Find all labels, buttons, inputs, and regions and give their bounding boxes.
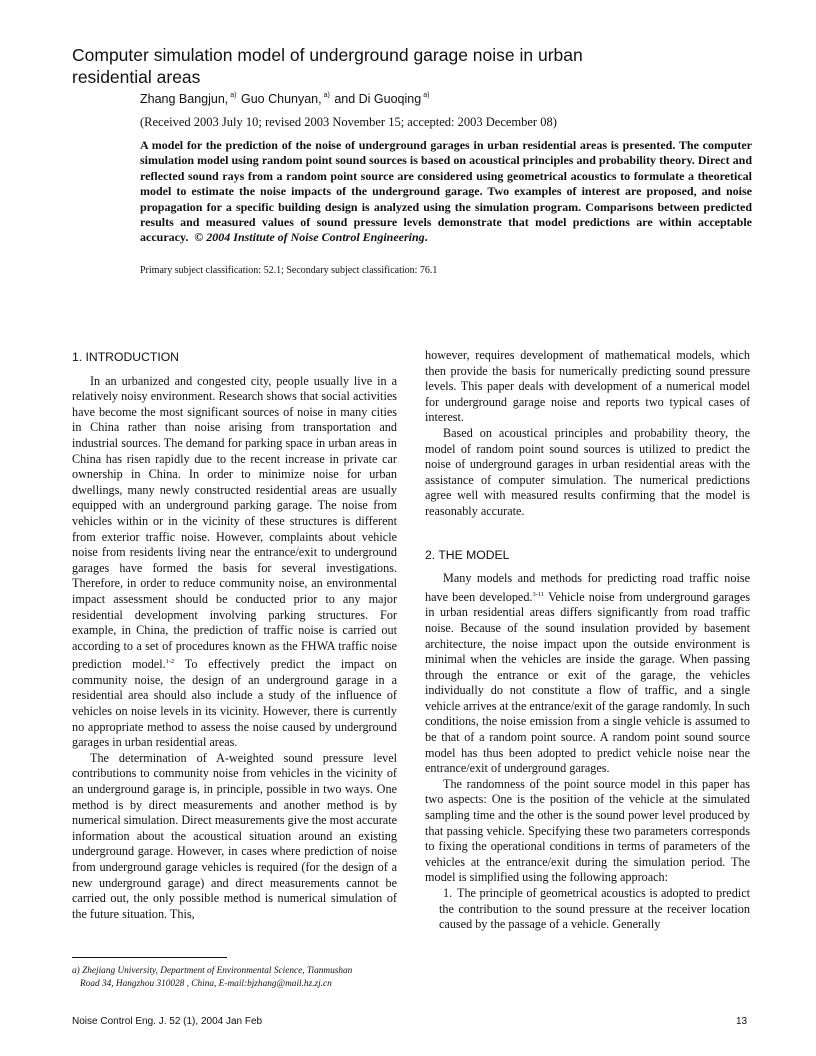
received-dates: (Received 2003 July 10; revised 2003 November 15; accepted: 2003 December 08) xyxy=(140,115,557,129)
left-column xyxy=(72,350,397,922)
list-item-text: The principle of geometrical acoustics is adopted to predict the contribution to the sound pressure at the receiver location caused by the passage of a vehicle. Generally xyxy=(439,886,750,932)
body-paragraph: Based on acoustical principles and probability theory, the model of random point sound sources is utilized to predict the noise of underground garages in urban residential areas with the assistance of computer simulation. The numerical predictions agree well with measured results confirming that the model is reasonably accurate. xyxy=(425,425,750,518)
author-affiliation-mark: a) xyxy=(423,92,430,99)
list-item xyxy=(425,886,750,933)
footnote-divider xyxy=(72,957,227,958)
affiliation-footnote xyxy=(72,965,402,991)
page-number: 13 xyxy=(736,1016,748,1027)
body-paragraph: The determination of A-weighted sound pressure level contributions to community noise from vehicles in the vicinity of an underground garage is, in principle, possible in two ways. One method is by direct measurements and another method is by numerical simulation. Direct measurements give the most accurate information about the acoustical situation around an existing underground garage. However, in cases where prediction of noise from underground garage vehicles is required (for the design of a new underground garage) and direct measurements cannot be carried out, the only possible method is numerical simulation of the future situation. This, xyxy=(72,750,397,921)
copyright-notice: © 2004 Institute of Noise Control Engineering xyxy=(194,230,425,245)
author-name: and Di Guoqing xyxy=(334,92,422,106)
paper-title: Computer simulation model of underground garage noise in urban residential areas xyxy=(72,45,583,87)
journal-citation-footer: Noise Control Eng. J. 52 (1), 2004 Jan Feb xyxy=(72,1016,263,1027)
footnote-line: Road 34, Hangzhou 310028 , China, E-mail:bjzhang@mail.hz.zj.cn xyxy=(80,979,332,989)
author-affiliation-mark: a) xyxy=(230,92,237,99)
section-heading-introduction: 1. INTRODUCTION xyxy=(72,350,179,364)
body-paragraph: The randomness of the point source model in this paper has two aspects: One is the position of the vehicle at the simulated sampling time and the other is the sound power level produced by that passing vehicle. Specifying these two parameters corresponds to fixing the operational conditions in terms of parameters of the vehicles at the entrance/exit during the simulation period. The model is simplified using the following approach: xyxy=(425,776,750,885)
citation-reference: 1-2 xyxy=(165,658,175,666)
abstract xyxy=(140,138,752,246)
section-heading-model: 2. THE MODEL xyxy=(425,547,510,562)
paragraph-text: In an urbanized and congested city, people usually live in a relatively noisy environment. Research shows that social activities have become the most significant sources of noise in many cities in China rather than noise arising from transportation and industrial sources. The demand for parking space in urban areas in China has risen rapidly due to the recent increase in private car ownership in China. In order to minimize noise for urban dwellings, many newly constructed residential areas are usually equipped with an underground parking garage. The noise from vehicles within or in the vicinity of these structures is different from exterior traffic noise. However, complaints about vehicle noise from residents living near the entrance/exit to underground garages have formed the basis for several investigations. Therefore, in order to reduce community noise, an environmental impact assessment should be conducted prior to any major residential development involving parking structures. For example, in China, the prediction of traffic noise is carried out according to a set of procedures known as the FHWA traffic noise prediction model. xyxy=(72,373,397,672)
body-paragraph xyxy=(72,374,397,751)
list-number: 1. xyxy=(443,886,453,900)
author-name: Zhang Bangjun, xyxy=(140,92,229,106)
body-paragraph xyxy=(425,571,750,777)
right-column xyxy=(425,348,750,933)
author-name: Guo Chunyan, xyxy=(240,92,322,106)
subject-classification: Primary subject classification: 52.1; Secondary subject classification: 76.1 xyxy=(140,265,438,276)
paragraph-text: To effectively predict the impact on community noise, the design of an underground garage in a residential area should also include a study of the influence of vehicles on noise levels in its vicinity. However, there is currently no appropriate method to assess the noise caused by underground garages in urban residential areas. xyxy=(72,657,397,750)
author-list xyxy=(140,92,430,106)
footnote-line: a) Zhejiang University, Department of Environmental Science, Tianmushan xyxy=(72,966,353,976)
author-affiliation-mark: a) xyxy=(323,92,330,99)
paragraph-text: Vehicle noise from underground garages in urban residential areas differs significantly from road traffic noise. Because of the sound insulation provided by basement architecture, the noise impact upon the outside environment is minimal when the vehicles are inside the garage. When passing through the entrance or exit of the garage, the vehicles individually do not constitute a flow of traffic, and a single vehicle arrives at the entrance/exit of the garage randomly. In such conditions, the noise emission from a single vehicle is assumed to be that of a random point source. A random point sound source model has thus been adopted to predict vehicle noise near the entrance/exit of underground garages. xyxy=(425,589,750,776)
citation-reference: 3-11 xyxy=(532,590,545,598)
paragraph-text: Many models and methods for predicting road traffic noise have been developed. xyxy=(425,571,750,604)
copyright-period: . xyxy=(424,230,428,245)
body-paragraph: however, requires development of mathematical models, which then provide the basis for numerically predicting sound pressure levels. This paper deals with development of a numerical model for underground garage noise and reports two typical cases of interest. xyxy=(425,348,750,425)
abstract-text: A model for the prediction of the noise of underground garages in urban residential areas is presented. The computer simulation model using random point sound sources is based on acoustical principles and probability theory. Direct and reflected sound rays from a random point source are considered using geometrical acoustics to formulate a theoretical model to estimate the noise impacts of the underground garage. Two examples of interest are proposed, and noise propagation for a specific building design is analyzed using the simulation program. Comparisons between predicted results and measured values of sound pressure levels demonstrate that model predictions are within acceptable accuracy. xyxy=(140,138,752,245)
